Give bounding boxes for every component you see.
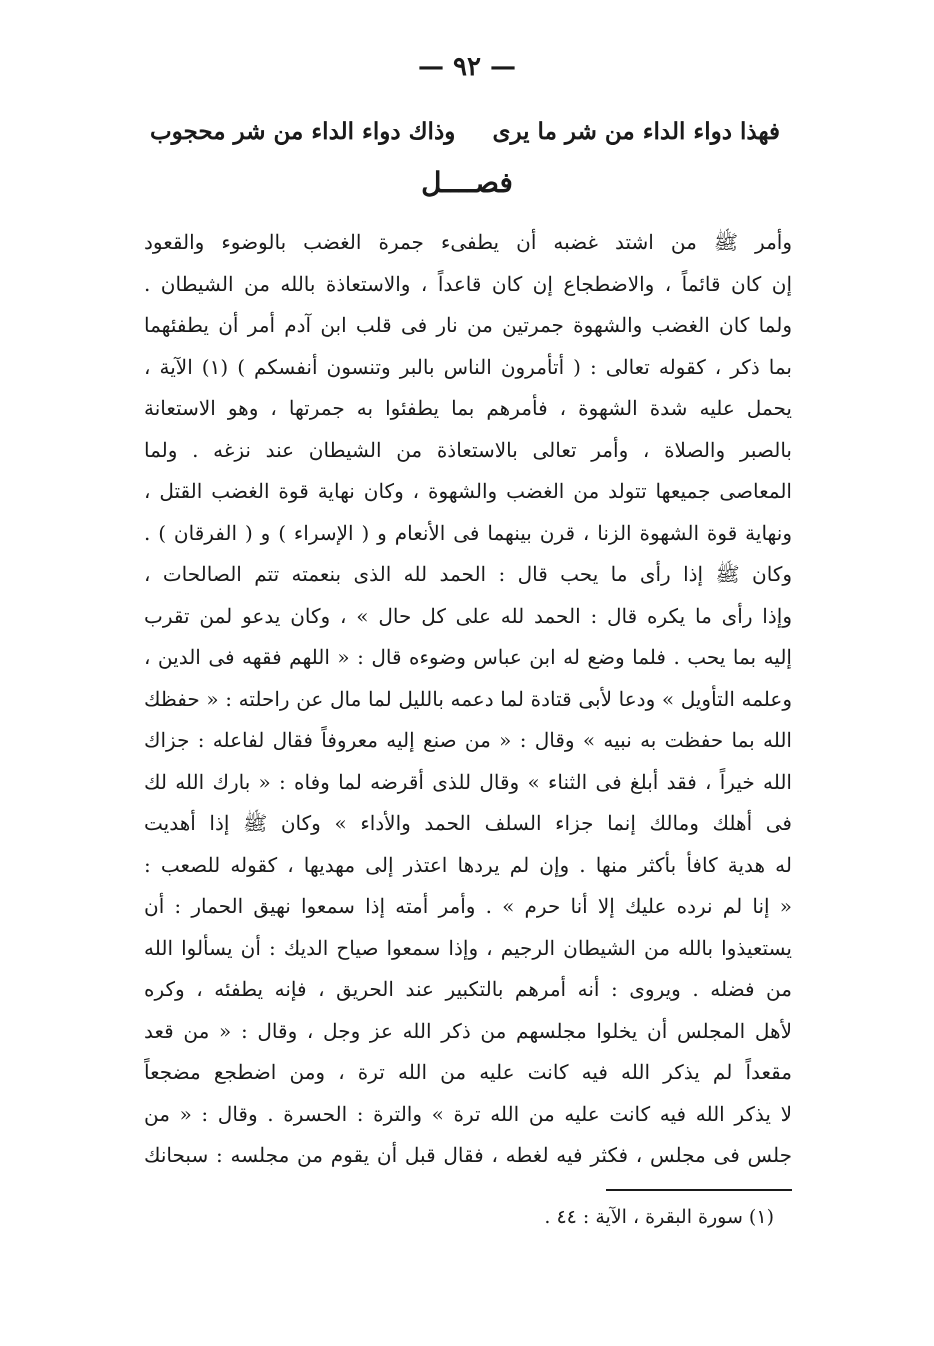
page-number: — ٩٢ — <box>417 52 517 82</box>
text-line: ونهاية قوة الشهوة الزنا ، قرن بينهما فى الأنعام و ( الإسراء ) و ( الفرقان ) . <box>144 520 792 545</box>
text-line: يحمل عليه شدة الشهوة ، فأمرهم بما يطفئوا به جمرتها ، وهو الاستعانة <box>144 396 792 420</box>
text-line: « إنا لم نرده عليك إلا أنا حرم » . وأمر أمته إذا سمعوا نهيق الحمار : أن <box>144 894 792 918</box>
text-line: فى أهلك ومالك إنما جزاء السلف الحمد والأداء » وكان ﷺ إذا أهديت <box>144 811 792 835</box>
text-line: وأمر ﷺ من اشتد غضبه أن يطفىء جمرة الغضب بالوضوء والقعود <box>144 230 792 254</box>
text-line: لا يذكر الله فيه كانت عليه من الله ترة » والترة : الحسرة . وقال : « من <box>144 1101 792 1126</box>
footnote-divider <box>606 1189 792 1191</box>
text-line: الله خيراً ، فقد أبلغ فى الثناء » وقال للذى أقرضه لما وفاه : « بارك الله لك <box>144 769 792 794</box>
text-line: له هدية كافأ بأكثر منها . وإن لم يردها اعتذر إلى مهديها ، كقوله للصعب : <box>144 852 792 877</box>
text-line: لأهل المجلس أن يخلوا مجلسهم من ذكر الله عز وجل ، وقال : « من قعد <box>144 1018 792 1043</box>
text-line: يستعيذوا بالله من الشيطان الرجيم ، وإذا سمعوا صياح الديك : أن يسألوا الله <box>144 935 792 960</box>
verse-second-hemistich: وذاك دواء الداء من شر محجوب <box>150 118 456 145</box>
body-text <box>144 222 792 1177</box>
text-line: وعلمه التأويل » ودعا لأبى قتادة لما دعمه بالليل لما مال عن راحلته : « حفظك <box>144 686 792 711</box>
verse-first-hemistich: فهذا دواء الداء من شر ما يرى <box>492 118 780 145</box>
text-line: من فضله . ويروى : أنه أمرهم بالتكبير عند الحريق ، فإنه يطفئه ، وكره <box>144 977 792 1001</box>
text-line: إليه بما يحب . فلما وضع له ابن عباس وضوءه قال : « اللهم فقهه فى الدين ، <box>144 645 792 669</box>
text-line: الله بما حفظت به نبيه » وقال : « من صنع إليه معروفاً فقال لفاعله : جزاك <box>144 728 792 752</box>
text-line: بالصبر والصلاة ، وأمر تعالى بالاستعاذة من الشيطان عند نزغه . ولما <box>144 437 792 462</box>
text-line: المعاصى جميعها تتولد من الغضب والشهوة ، وكان نهاية قوة الغضب القتل ، <box>144 479 792 503</box>
poem-verse <box>150 118 780 158</box>
text-line: وكان ﷺ إذا رأى ما يحب قال : الحمد لله الذى بنعمته تتم الصالحات ، <box>144 562 792 586</box>
text-line: وإذا رأى ما يكره قال : الحمد لله على كل حال » ، وكان يدعو لمن تقرب <box>144 603 792 628</box>
section-title: فصــــل <box>421 166 513 199</box>
footnote: (١) سورة البقرة ، الآية : ٤٤ . <box>544 1206 774 1228</box>
text-line: بما ذكر ، كقوله تعالى : ( أتأمرون الناس بالبر وتنسون أنفسكم ) (١) الآية ، <box>144 354 792 379</box>
text-line: إن كان قائماً ، والاضطجاع إن كان قاعداً ، والاستعاذة بالله من الشيطان . <box>144 271 792 296</box>
text-line: مقعداً لم يذكر الله فيه كانت عليه من الله ترة ، ومن اضطجع مضجعاً <box>144 1060 792 1084</box>
text-line: جلس فى مجلس ، فكثر فيه لغطه ، فقال قبل أن يقوم من مجلسه : سبحانك <box>144 1143 792 1167</box>
text-line: ولما كان الغضب والشهوة جمرتين من نار فى قلب ابن آدم أمر أن يطفئهما <box>144 313 792 337</box>
